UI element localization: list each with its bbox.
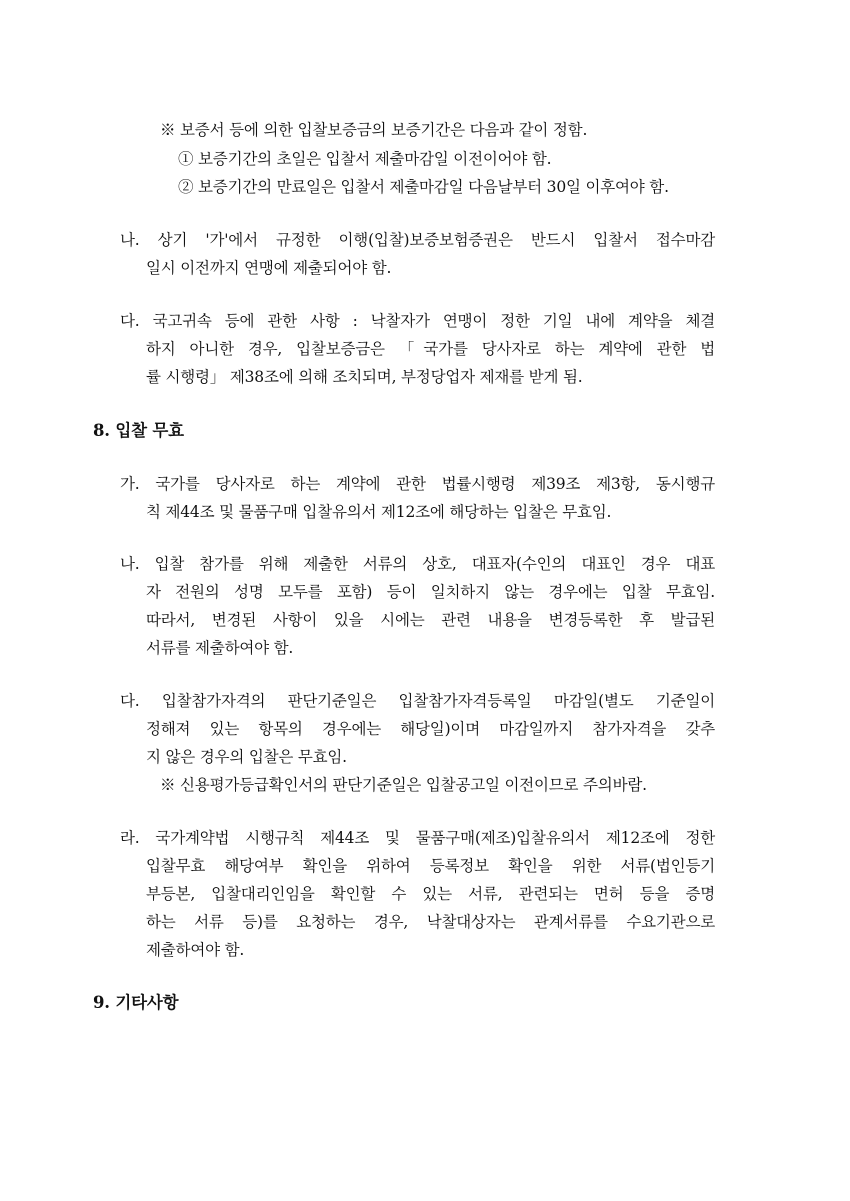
section-9-heading: 9. 기타사항 [93, 993, 179, 1012]
guarantee-note-item-1: ① 보증기간의 초일은 입찰서 제출마감일 이전이어야 함. [178, 150, 552, 168]
invalid-da-line-3: 지 않은 경우의 입찰은 무효임. [146, 748, 347, 766]
invalid-ra-line-1: 라. 국가계약법 시행규칙 제44조 및 물품구매(제조)입찰유의서 제12조에 정한 [120, 829, 715, 847]
invalid-da-line-2: 정해져 있는 항목의 경우에는 해당일)이며 마감일까지 참가자격을 갖추 [146, 720, 715, 738]
invalid-na-line-3: 따라서, 변경된 사항이 있을 시에는 관련 내용을 변경등록한 후 발급된 [146, 611, 715, 629]
invalid-ra-line-3: 부등본, 입찰대리인임을 확인할 수 있는 서류, 관련되는 면허 등을 증명 [146, 885, 715, 903]
section-8-heading: 8. 입찰 무효 [93, 421, 184, 440]
invalid-ra-line-4: 하는 서류 등)를 요청하는 경우, 낙찰대상자는 관계서류를 수요기관으로 [146, 913, 715, 931]
guarantee-note-item-2: ② 보증기간의 만료일은 입찰서 제출마감일 다음날부터 30일 이후여야 함. [178, 178, 669, 196]
para-da-line-2: 하지 아니한 경우, 입찰보증금은 「국가를 당사자로 하는 계약에 관한 법 [146, 340, 715, 358]
invalid-ra-line-2: 입찰무효 해당여부 확인을 위하여 등록정보 확인을 위한 서류(법인등기 [146, 857, 715, 875]
para-da-line-3: 률 시행령」 제38조에 의해 조치되며, 부정당업자 제재를 받게 됨. [146, 368, 583, 386]
para-na-line-1: 나. 상기 '가'에서 규정한 이행(입찰)보증보험증권은 반드시 입찰서 접수마감 [120, 231, 715, 249]
credit-rating-note: ※ 신용평가등급확인서의 판단기준일은 입찰공고일 이전이므로 주의바람. [160, 776, 647, 794]
invalid-da-line-1: 다. 입찰참가자격의 판단기준일은 입찰참가자격등록일 마감일(별도 기준일이 [120, 692, 715, 710]
invalid-ga-line-1: 가. 국가를 당사자로 하는 계약에 관한 법률시행령 제39조 제3항, 동시행규 [120, 475, 715, 493]
guarantee-note-title: ※ 보증서 등에 의한 입찰보증금의 보증기간은 다음과 같이 정함. [160, 121, 588, 139]
invalid-ra-line-5: 제출하여야 함. [146, 941, 245, 959]
invalid-na-line-4: 서류를 제출하여야 함. [146, 639, 294, 657]
invalid-ga-line-2: 칙 제44조 및 물품구매 입찰유의서 제12조에 해당하는 입찰은 무효임. [146, 503, 612, 521]
invalid-na-line-2: 자 전원의 성명 모두를 포함) 등이 일치하지 않는 경우에는 입찰 무효임. [146, 583, 715, 601]
para-na-line-2: 일시 이전까지 연맹에 제출되어야 함. [146, 259, 392, 277]
invalid-na-line-1: 나. 입찰 참가를 위해 제출한 서류의 상호, 대표자(수인의 대표인 경우 대표 [120, 555, 715, 573]
para-da-line-1: 다. 국고귀속 등에 관한 사항 : 낙찰자가 연맹이 정한 기일 내에 계약을 체결 [120, 312, 715, 330]
